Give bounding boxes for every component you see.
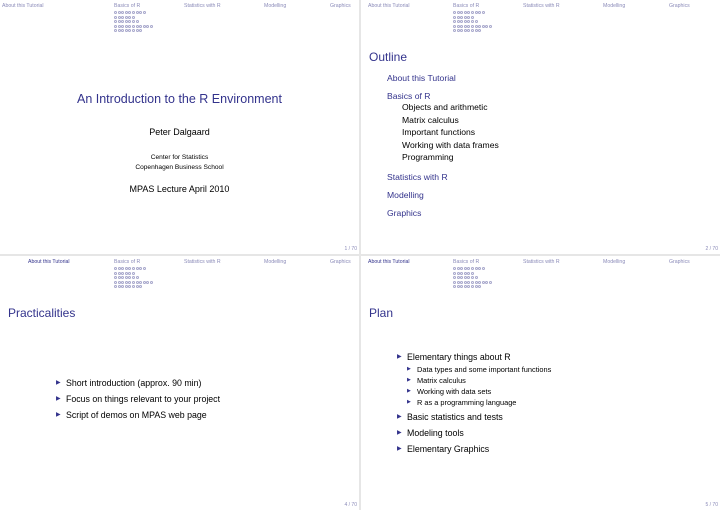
nav-dot[interactable]	[453, 16, 456, 19]
nav-bar	[0, 256, 359, 296]
outline-subsection[interactable]: Matrix calculus	[402, 114, 459, 125]
nav-dot[interactable]	[128, 281, 131, 284]
nav-dot[interactable]	[489, 25, 492, 28]
nav-dot[interactable]	[136, 11, 139, 14]
outline-subsection[interactable]: Objects and arithmetic	[402, 102, 488, 112]
nav-dot[interactable]	[464, 29, 467, 32]
slide-outline	[361, 0, 720, 254]
nav-dot[interactable]	[132, 272, 135, 275]
institute-line-1: Center for Statistics	[150, 154, 209, 161]
nav-dot[interactable]	[464, 16, 467, 19]
nav-dot[interactable]	[471, 11, 474, 14]
nav-modelling[interactable]: Modelling	[264, 3, 287, 9]
nav-dot[interactable]	[457, 25, 460, 28]
nav-dot[interactable]	[125, 276, 128, 279]
bullet-list	[397, 350, 551, 456]
nav-dot[interactable]	[121, 11, 124, 14]
nav-dot[interactable]	[460, 276, 463, 279]
presentation-title: An Introduction to the R Environment	[77, 92, 282, 106]
nav-statistics[interactable]: Statistics with R	[523, 3, 560, 9]
nav-modelling[interactable]: Modelling	[603, 259, 626, 265]
nav-dot[interactable]	[114, 16, 117, 19]
nav-dot[interactable]	[475, 285, 478, 288]
page-number: 4 / 70	[344, 502, 357, 508]
nav-bar	[0, 0, 359, 40]
bullet-triangle-icon: ▶	[397, 414, 402, 420]
nav-dot[interactable]	[132, 29, 135, 32]
nav-dot[interactable]	[121, 16, 124, 19]
nav-dot[interactable]	[464, 20, 467, 23]
nav-dot[interactable]	[460, 11, 463, 14]
nav-dot[interactable]	[132, 20, 135, 23]
nav-dot[interactable]	[471, 25, 474, 28]
nav-dot[interactable]	[457, 20, 460, 23]
frame-title: Practicalities	[8, 306, 76, 320]
nav-dot[interactable]	[467, 11, 470, 14]
list-item: ▶ Basic statistics and tests	[397, 412, 503, 422]
institute	[0, 153, 359, 172]
nav-about[interactable]: About this Tutorial	[368, 259, 410, 265]
nav-dot[interactable]	[125, 272, 128, 275]
nav-bar	[361, 0, 720, 40]
nav-dot[interactable]	[464, 281, 467, 284]
nav-dot[interactable]	[467, 281, 470, 284]
sub-list-item: ▶ Data types and some important functions	[407, 365, 552, 374]
nav-dot[interactable]	[475, 11, 478, 14]
nav-dot[interactable]	[146, 281, 149, 284]
nav-dot[interactable]	[128, 285, 131, 288]
nav-dot[interactable]	[114, 285, 117, 288]
nav-dot[interactable]	[121, 285, 124, 288]
nav-dot[interactable]	[453, 276, 456, 279]
nav-dot[interactable]	[118, 20, 121, 23]
nav-dot[interactable]	[139, 29, 142, 32]
bullet-triangle-icon: ▶	[56, 396, 61, 402]
nav-statistics[interactable]: Statistics with R	[523, 259, 560, 265]
nav-dot[interactable]	[136, 281, 139, 284]
nav-dot[interactable]	[453, 11, 456, 14]
nav-dot[interactable]	[467, 29, 470, 32]
page-number: 5 / 70	[705, 502, 718, 508]
frame-title: Plan	[369, 306, 394, 320]
bullet-triangle-icon: ▶	[397, 354, 402, 360]
nav-dot[interactable]	[460, 272, 463, 275]
nav-dot[interactable]	[118, 285, 121, 288]
nav-dot[interactable]	[139, 267, 142, 270]
nav-dot[interactable]	[121, 281, 124, 284]
nav-dot[interactable]	[453, 29, 456, 32]
sub-list-item: ▶ R as a programming language	[407, 398, 517, 407]
list-item: ▶ Focus on things relevant to your project	[56, 394, 221, 404]
slide-practicalities	[0, 256, 359, 510]
nav-dot[interactable]	[478, 285, 481, 288]
nav-dot[interactable]	[457, 272, 460, 275]
nav-dot[interactable]	[146, 25, 149, 28]
nav-dot[interactable]	[478, 281, 481, 284]
list-item: ▶ Short introduction (approx. 90 min)	[56, 378, 202, 388]
nav-dot[interactable]	[118, 16, 121, 19]
nav-dot[interactable]	[471, 272, 474, 275]
bullet-triangle-icon: ▶	[407, 366, 411, 372]
nav-dot[interactable]	[453, 285, 456, 288]
nav-dot[interactable]	[132, 267, 135, 270]
nav-dot[interactable]	[132, 25, 135, 28]
nav-dot[interactable]	[475, 29, 478, 32]
nav-dot[interactable]	[457, 267, 460, 270]
nav-dot[interactable]	[132, 285, 135, 288]
bullet-triangle-icon: ▶	[397, 430, 402, 436]
nav-dot[interactable]	[136, 20, 139, 23]
list-item: ▶ Modeling tools	[397, 428, 464, 438]
nav-statistics[interactable]: Statistics with R	[184, 259, 221, 265]
institute-line-2: Copenhagen Business School	[135, 163, 224, 171]
nav-dot[interactable]	[121, 20, 124, 23]
date: MPAS Lecture April 2010	[129, 184, 230, 194]
outline-subsection[interactable]: Programming	[402, 152, 454, 162]
nav-dot[interactable]	[121, 267, 124, 270]
nav-dot[interactable]	[478, 29, 481, 32]
nav-dot[interactable]	[471, 285, 474, 288]
nav-dot[interactable]	[471, 29, 474, 32]
nav-dot[interactable]	[128, 20, 131, 23]
nav-dot[interactable]	[118, 276, 121, 279]
nav-dots	[114, 11, 154, 34]
nav-dot[interactable]	[143, 25, 146, 28]
nav-dot[interactable]	[460, 29, 463, 32]
nav-dot[interactable]	[125, 281, 128, 284]
nav-dot[interactable]	[464, 285, 467, 288]
nav-dot[interactable]	[136, 29, 139, 32]
nav-about[interactable]: About this Tutorial	[2, 3, 44, 9]
nav-dot[interactable]	[128, 25, 131, 28]
nav-dot[interactable]	[128, 11, 131, 14]
nav-dot[interactable]	[136, 285, 139, 288]
nav-dot[interactable]	[150, 281, 153, 284]
nav-dot[interactable]	[118, 11, 121, 14]
nav-statistics[interactable]: Statistics with R	[184, 3, 221, 9]
nav-dot[interactable]	[475, 20, 478, 23]
nav-dot[interactable]	[118, 25, 121, 28]
nav-dot[interactable]	[460, 25, 463, 28]
nav-basics[interactable]: Basics of R	[114, 259, 141, 265]
nav-dot[interactable]	[128, 29, 131, 32]
list-item: ▶ Elementary Graphics	[397, 444, 490, 454]
nav-dot[interactable]	[482, 11, 485, 14]
nav-dot[interactable]	[132, 11, 135, 14]
nav-dot[interactable]	[457, 29, 460, 32]
nav-graphics[interactable]: Graphics	[330, 259, 351, 265]
list-item: ▶ Script of demos on MPAS web page	[56, 410, 207, 420]
nav-dot[interactable]	[475, 281, 478, 284]
outline-section[interactable]: About this Tutorial	[387, 73, 456, 83]
nav-dot[interactable]	[482, 25, 485, 28]
nav-dots	[453, 11, 493, 34]
nav-dot[interactable]	[464, 11, 467, 14]
nav-dots	[114, 267, 154, 290]
nav-dot[interactable]	[114, 29, 117, 32]
bullet-triangle-icon: ▶	[407, 377, 411, 383]
nav-dot[interactable]	[139, 11, 142, 14]
nav-dot[interactable]	[464, 272, 467, 275]
nav-dot[interactable]	[139, 281, 142, 284]
nav-dot[interactable]	[118, 272, 121, 275]
nav-dot[interactable]	[467, 285, 470, 288]
nav-dot[interactable]	[125, 285, 128, 288]
sub-list-item: ▶ Matrix calculus	[407, 376, 466, 385]
nav-dot[interactable]	[471, 276, 474, 279]
nav-dot[interactable]	[475, 25, 478, 28]
nav-dot[interactable]	[121, 25, 124, 28]
nav-dot[interactable]	[118, 281, 121, 284]
bullet-triangle-icon: ▶	[407, 388, 411, 394]
nav-dot[interactable]	[118, 29, 121, 32]
nav-dot[interactable]	[114, 276, 117, 279]
nav-dot[interactable]	[471, 16, 474, 19]
nav-dot[interactable]	[132, 281, 135, 284]
nav-dot[interactable]	[464, 276, 467, 279]
nav-about[interactable]: About this Tutorial	[28, 259, 70, 265]
page-number: 2 / 70	[705, 246, 718, 252]
slide-plan	[361, 256, 720, 510]
nav-dot[interactable]	[125, 20, 128, 23]
nav-dot[interactable]	[471, 281, 474, 284]
nav-dot[interactable]	[485, 25, 488, 28]
nav-dot[interactable]	[478, 25, 481, 28]
nav-modelling[interactable]: Modelling	[603, 3, 626, 9]
nav-dot[interactable]	[453, 20, 456, 23]
nav-dot[interactable]	[467, 276, 470, 279]
nav-dot[interactable]	[457, 16, 460, 19]
nav-dot[interactable]	[460, 285, 463, 288]
nav-dot[interactable]	[150, 25, 153, 28]
nav-dot[interactable]	[453, 267, 456, 270]
nav-dot[interactable]	[467, 25, 470, 28]
slide-title	[0, 0, 359, 254]
nav-dot[interactable]	[464, 25, 467, 28]
sub-list-item: ▶ Working with data sets	[407, 387, 492, 396]
bullet-triangle-icon: ▶	[56, 412, 61, 418]
bullet-triangle-icon: ▶	[397, 446, 402, 452]
nav-dot-row	[453, 29, 493, 34]
nav-dot[interactable]	[114, 281, 117, 284]
nav-graphics[interactable]: Graphics	[330, 3, 351, 9]
nav-dot[interactable]	[467, 272, 470, 275]
outline-subsection[interactable]: Working with data frames	[402, 139, 499, 150]
nav-dot[interactable]	[457, 276, 460, 279]
nav-graphics[interactable]: Graphics	[669, 259, 690, 265]
nav-dot[interactable]	[471, 20, 474, 23]
nav-dot[interactable]	[457, 285, 460, 288]
list-item: ▶ Elementary things about R	[397, 352, 511, 362]
nav-dot[interactable]	[460, 267, 463, 270]
nav-dot[interactable]	[121, 272, 124, 275]
nav-graphics[interactable]: Graphics	[669, 3, 690, 9]
nav-dot[interactable]	[143, 267, 146, 270]
nav-dot[interactable]	[471, 267, 474, 270]
nav-dot[interactable]	[128, 267, 131, 270]
nav-basics[interactable]: Basics of R	[453, 3, 480, 9]
outline-section[interactable]: Graphics	[387, 207, 422, 218]
nav-dot[interactable]	[125, 29, 128, 32]
nav-dot[interactable]	[453, 25, 456, 28]
nav-dot[interactable]	[478, 267, 481, 270]
nav-basics[interactable]: Basics of R	[453, 259, 480, 265]
nav-dot[interactable]	[460, 281, 463, 284]
nav-bar	[361, 256, 720, 296]
nav-dot[interactable]	[132, 16, 135, 19]
outline-section[interactable]: Modelling	[387, 189, 424, 200]
nav-dot[interactable]	[467, 16, 470, 19]
author: Peter Dalgaard	[149, 127, 210, 137]
nav-dot[interactable]	[485, 281, 488, 284]
bullet-list	[56, 376, 220, 422]
nav-dot[interactable]	[478, 11, 481, 14]
nav-dot[interactable]	[114, 267, 117, 270]
nav-dot[interactable]	[475, 276, 478, 279]
nav-dot[interactable]	[132, 276, 135, 279]
nav-dot[interactable]	[482, 267, 485, 270]
nav-modelling[interactable]: Modelling	[264, 259, 287, 265]
nav-dot[interactable]	[143, 11, 146, 14]
nav-dot[interactable]	[125, 11, 128, 14]
outline-section[interactable]: Statistics with R	[387, 171, 448, 182]
nav-dot[interactable]	[139, 285, 142, 288]
nav-dot[interactable]	[457, 11, 460, 14]
nav-dot[interactable]	[136, 267, 139, 270]
outline-section[interactable]: Basics of R	[387, 91, 431, 101]
nav-dot-row	[114, 285, 154, 290]
nav-dot[interactable]	[121, 29, 124, 32]
nav-dot-row	[453, 285, 493, 290]
nav-dot[interactable]	[125, 25, 128, 28]
frame-title: Outline	[369, 50, 408, 64]
nav-dot[interactable]	[489, 281, 492, 284]
nav-dot[interactable]	[114, 11, 117, 14]
nav-dot[interactable]	[457, 281, 460, 284]
nav-dot[interactable]	[482, 281, 485, 284]
page-number: 1 / 70	[344, 246, 357, 252]
nav-dot[interactable]	[128, 16, 131, 19]
nav-dot[interactable]	[467, 267, 470, 270]
nav-dot[interactable]	[118, 267, 121, 270]
nav-dot[interactable]	[121, 276, 124, 279]
nav-dot[interactable]	[136, 25, 139, 28]
nav-dot[interactable]	[114, 20, 117, 23]
nav-dot-row	[114, 29, 154, 34]
nav-dot[interactable]	[114, 272, 117, 275]
nav-dot[interactable]	[475, 267, 478, 270]
nav-dot[interactable]	[143, 281, 146, 284]
nav-dot[interactable]	[136, 276, 139, 279]
nav-basics[interactable]: Basics of R	[114, 3, 141, 9]
nav-dots	[453, 267, 493, 290]
nav-dot[interactable]	[464, 267, 467, 270]
nav-about[interactable]: About this Tutorial	[368, 3, 410, 9]
nav-dot[interactable]	[128, 276, 131, 279]
outline-subsection[interactable]: Important functions	[402, 127, 476, 137]
bullet-triangle-icon: ▶	[56, 380, 61, 386]
outline-list	[387, 73, 499, 218]
nav-dot[interactable]	[460, 20, 463, 23]
bullet-triangle-icon: ▶	[407, 399, 411, 405]
nav-dot[interactable]	[467, 20, 470, 23]
nav-dot[interactable]	[460, 16, 463, 19]
nav-dot[interactable]	[125, 267, 128, 270]
nav-dot[interactable]	[128, 272, 131, 275]
nav-dot[interactable]	[139, 25, 142, 28]
nav-dot[interactable]	[125, 16, 128, 19]
nav-dot[interactable]	[114, 25, 117, 28]
nav-dot[interactable]	[453, 281, 456, 284]
nav-dot[interactable]	[453, 272, 456, 275]
